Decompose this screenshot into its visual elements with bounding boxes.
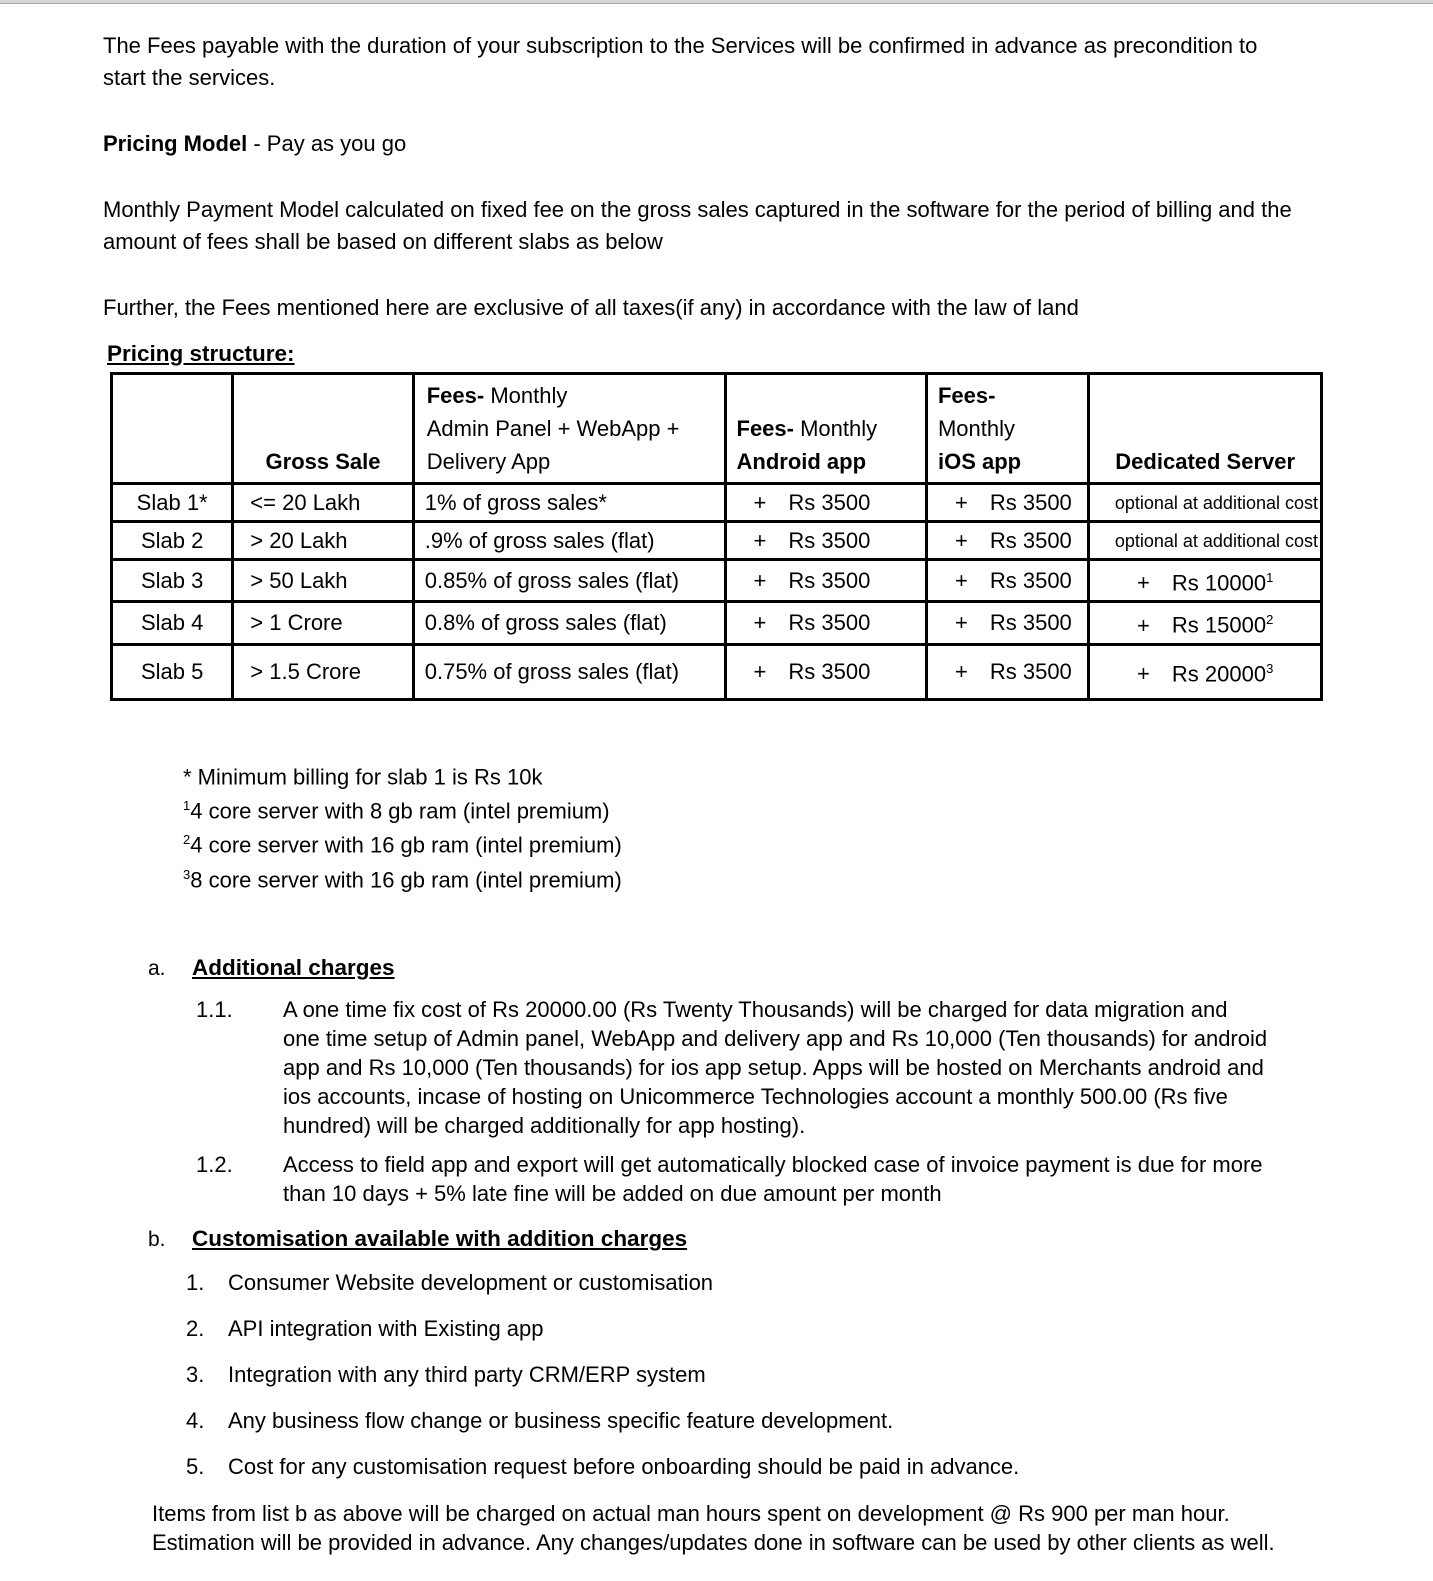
footnote-2: $^2$4 core server with 16 gb ram (intel premium) [183,832,622,858]
server-cell: optional at additional cost [1089,484,1322,522]
intro-paragraph-1: The Fees payable with the duration of your subscription to the Services will be confirmed in advance as precondition to start the services. [103,33,1258,90]
footnote-1: $^1$4 core server with 8 gb ram (intel premium) [183,797,610,824]
table-row-slab3 [112,560,1322,602]
header-fees-admin: Fees- Monthly Admin Panel + WebApp + Delivery App [413,374,725,484]
footnote-asterisk: * Minimum billing for slab 1 is Rs 10k [183,763,543,789]
fees-cell: 1% of gross sales* [413,484,725,522]
list-item: 2. API integration with Existing app [186,1315,544,1341]
table-row-slab4 [112,602,1322,644]
section-a-label: a. [148,956,166,980]
ios-fee-cell: + Rs 3500 [926,522,1088,560]
slab-cell: Slab 4 [112,602,233,644]
section-additional-charges [148,952,1323,1208]
list-item: 5. Cost for any customisation request before onboarding should be paid in advance. [186,1453,1020,1479]
section-a-heading [148,952,1323,985]
document-page [0,4,1433,1557]
header-gross-sale: Gross Sale [233,374,413,484]
section-b-label: b. [148,1227,166,1251]
header-dedicated-server: Dedicated Server [1089,374,1322,484]
fees-cell: 0.75% of gross sales (flat) [413,644,725,699]
pricing-structure-heading: Pricing structure: [107,341,295,366]
server-cell: + Rs 20000$^3$ [1089,644,1322,699]
server-cell: optional at additional cost [1089,522,1322,560]
ios-fee-cell: + Rs 3500 [926,602,1088,644]
gross-sale-cell: > 1.5 Crore [233,644,413,699]
server-footnote-ref: 3 [1266,660,1274,676]
slab-cell: Slab 1* [112,484,233,522]
clause-text: Access to field app and export will get automatically blocked case of invoice payment is due for more than 10 days + 5% late fine will be added on due amount per month [283,1151,1263,1206]
clause-text: A one time fix cost of Rs 20000.00 (Rs Twenty Thousands) will be charged for data migration and one time setup of Admin panel, WebApp and delivery app and Rs 10,000 (Ten thousands) for android app and Rs 10,000 (Ten thousands) for ios app setup. Apps will be hosted on Merchants android and ios accounts, incase of hosting on Unicommerce Technologies account a monthly 500.00 (Rs five hundred) will be charged additionally for app hosting). [283,996,1268,1138]
gross-sale-cell: > 20 Lakh [233,522,413,560]
pricing-model-label: Pricing Model [103,131,248,156]
header-fees-ios: Fees- Monthly iOS app [926,374,1088,484]
pricing-model-text: - Pay as you go [247,131,407,156]
clause-1-2 [196,1150,1323,1208]
table-footnotes [183,757,1323,894]
ios-fee-cell: + Rs 3500 [926,560,1088,602]
header-fees-android: Fees- Monthly Android app [725,374,926,484]
android-fee-cell: + Rs 3500 [725,602,926,644]
clause-number: 1.2. [196,1151,233,1177]
android-fee-cell: + Rs 3500 [725,522,926,560]
slab-cell: Slab 2 [112,522,233,560]
slab-cell: Slab 5 [112,644,233,699]
gross-sale-cell: <= 20 Lakh [233,484,413,522]
section-b-heading [148,1223,1323,1256]
table-row-slab1 [112,484,1322,522]
fees-cell: 0.8% of gross sales (flat) [413,602,725,644]
intro-paragraph-2: Monthly Payment Model calculated on fixed fee on the gross sales captured in the software for the period of billing and the amount of fees shall be based on different slabs as below [103,197,1292,254]
android-fee-cell: + Rs 3500 [725,644,926,699]
table-header-row [112,374,1322,484]
pricing-model-line [103,128,1298,160]
server-cell: + Rs 15000$^2$ [1089,602,1322,644]
closing-paragraph: Items from list b as above will be charged on actual man hours spent on development @ Rs 900 per man hour. Estimation will be provided in advance. Any changes/updates done in software can be used by other clients as well. [152,1500,1275,1555]
clause-1-1 [196,995,1323,1140]
list-item: 1. Consumer Website development or customisation [186,1269,714,1295]
section-a-title: Additional charges [192,954,395,980]
footnote-3: $^3$8 core server with 16 gb ram (intel premium) [183,866,622,892]
android-fee-cell: + Rs 3500 [725,484,926,522]
server-cell: + Rs 10000$^1$ [1089,560,1322,602]
gross-sale-cell: > 1 Crore [233,602,413,644]
fees-cell: 0.85% of gross sales (flat) [413,560,725,602]
gross-sale-cell: > 50 Lakh [233,560,413,602]
header-slab-empty [112,374,233,484]
list-item: 3. Integration with any third party CRM/ERP system [186,1361,706,1387]
android-fee-cell: + Rs 3500 [725,560,926,602]
section-customisation [148,1223,1323,1486]
intro-paragraph-3: Further, the Fees mentioned here are exclusive of all taxes(if any) in accordance with the law of land [103,295,1079,320]
fees-cell: .9% of gross sales (flat) [413,522,725,560]
list-item: 4. Any business flow change or business specific feature development. [186,1407,894,1433]
server-footnote-ref: 1 [1266,570,1274,585]
clause-number: 1.1. [196,996,233,1022]
ios-fee-cell: + Rs 3500 [926,484,1088,522]
server-footnote-ref: 2 [1266,612,1274,628]
table-row-slab5 [112,644,1322,699]
ios-fee-cell: + Rs 3500 [926,644,1088,699]
table-row-slab2 [112,522,1322,560]
slab-cell: Slab 3 [112,560,233,602]
section-b-title: Customisation available with addition charges [192,1225,688,1251]
pricing-table [110,372,1323,701]
